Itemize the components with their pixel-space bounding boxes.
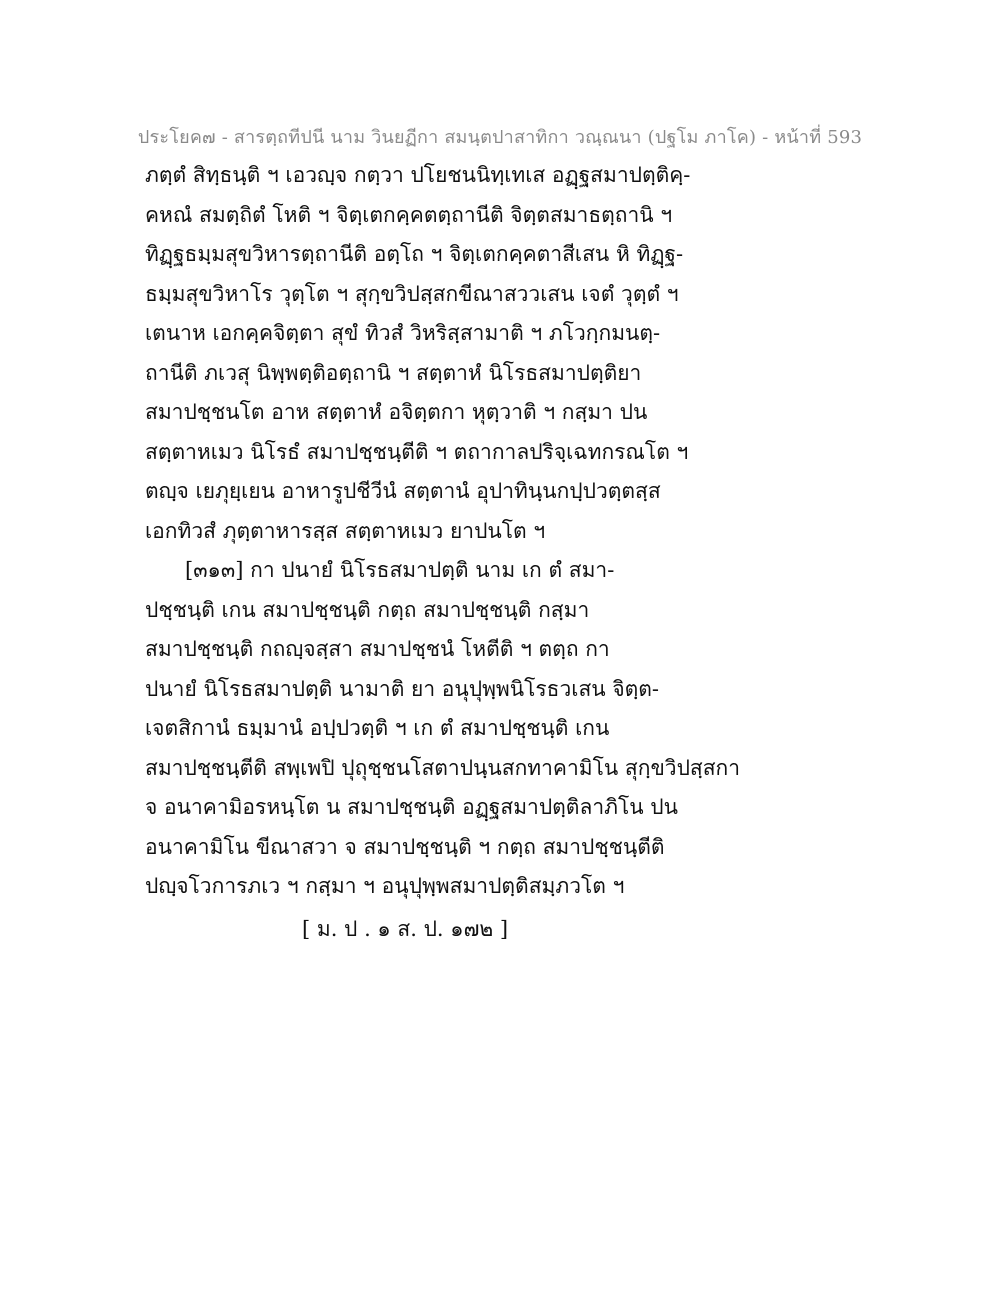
text-line: ภตฺตํ สิทฺธนฺติ ฯ เอวญฺจ กตฺวา ปโยชนนิทฺเทเส อฏฺฐสมาปตฺติคฺ- — [145, 163, 691, 187]
source-reference: [ ม. ป . ๑ ส. ป. ๑๗๒ ] — [302, 917, 509, 941]
running-title: ประโยค๗ - สารตฺถทีปนี นาม วินยฏีกา สมนฺตปาสาทิกา วณฺณนา (ปฐโม ภาโค) - หน้าที่ 593 — [137, 127, 863, 148]
text-line: สมาปชฺชนโต อาห สตฺตาหํ อจิตฺตกา หุตฺวาติ ฯ กสฺมา ปน — [145, 400, 648, 424]
text-line: อนาคามิโน ขีณาสวา จ สมาปชฺชนฺติ ฯ กตฺถ สมาปชฺชนฺตีติ — [145, 834, 665, 859]
text-line: สมาปชฺชนฺติ กถญฺจสฺสา สมาปชฺชนํ โหตีติ ฯ ตตฺถ กา — [145, 637, 610, 661]
main-text — [145, 156, 835, 907]
text-line: เอกทิวสํ ภุตฺตาหารสฺส สตฺตาหเมว ยาปนโต ฯ — [145, 518, 546, 543]
paragraph-1 — [145, 156, 835, 551]
text-line: สมาปชฺชนฺตีติ สพฺเพปิ ปุถุชฺชนโสตาปนฺนสกทาคามิโน สุกฺขวิปสฺสกา — [145, 755, 741, 780]
text-line: จ อนาคามิอรหนฺโต น สมาปชฺชนฺติ อฏฺฐสมาปตฺติลาภิโน ปน — [145, 795, 678, 819]
text-line: เตนาห เอกคฺคจิตฺตา สุขํ ทิวสํ วิหริสฺสามาติ ฯ ภโวกฺกมนตฺ- — [145, 321, 661, 345]
text-line: ปชฺชนฺติ เกน สมาปชฺชนฺติ กตฺถ สมาปชฺชนฺติ กสฺมา — [145, 597, 590, 622]
text-line: เจตสิกานํ ธมฺมานํ อปฺปวตฺติ ฯ เก ตํ สมาปชฺชนฺติ เกน — [145, 716, 610, 740]
text-line: [๓๑๓] กา ปนายํ นิโรธสมาปตฺติ นาม เก ตํ สมา- — [185, 558, 615, 582]
page-header — [0, 122, 1000, 151]
text-line: ธมฺมสุขวิหาโร วุตฺโต ฯ สุกฺขวิปสฺสกขีณาสววเสน เจตํ วุตฺตํ ฯ — [145, 281, 679, 306]
text-line: ปนายํ นิโรธสมาปตฺติ นามาติ ยา อนุปุพฺพนิโรธวเสน จิตฺต- — [145, 676, 659, 701]
text-line: ตญฺจ เยภุยฺเยน อาหารูปชีวีนํ สตฺตานํ อุปาทินฺนกปฺปวตฺตสฺส — [145, 479, 661, 503]
text-line: สตฺตาหเมว นิโรธํ สมาปชฺชนฺตีติ ฯ ตถากาลปริจฺเฉทกรณโต ฯ — [145, 439, 689, 464]
text-line: ทิฏฺฐธมฺมสุขวิหารตฺถานีติ อตฺโถ ฯ จิตฺเตกคฺคตาสีเสน หิ ทิฏฺฐ- — [145, 242, 684, 266]
text-line: ถานีติ ภเวสุ นิพฺพตฺติอตฺถานิ ฯ สตฺตาหํ นิโรธสมาปตฺติยา — [145, 360, 642, 385]
text-line: คหณํ สมตฺถิตํ โหติ ฯ จิตฺเตกคฺคตตฺถานีติ จิตฺตสมาธตฺถานิ ฯ — [145, 202, 673, 227]
paragraph-2 — [145, 551, 835, 907]
text-line: ปญฺจโวการภเว ฯ กสฺมา ฯ อนุปุพฺพสมาปตฺติสมฺภวโต ฯ — [145, 874, 625, 898]
